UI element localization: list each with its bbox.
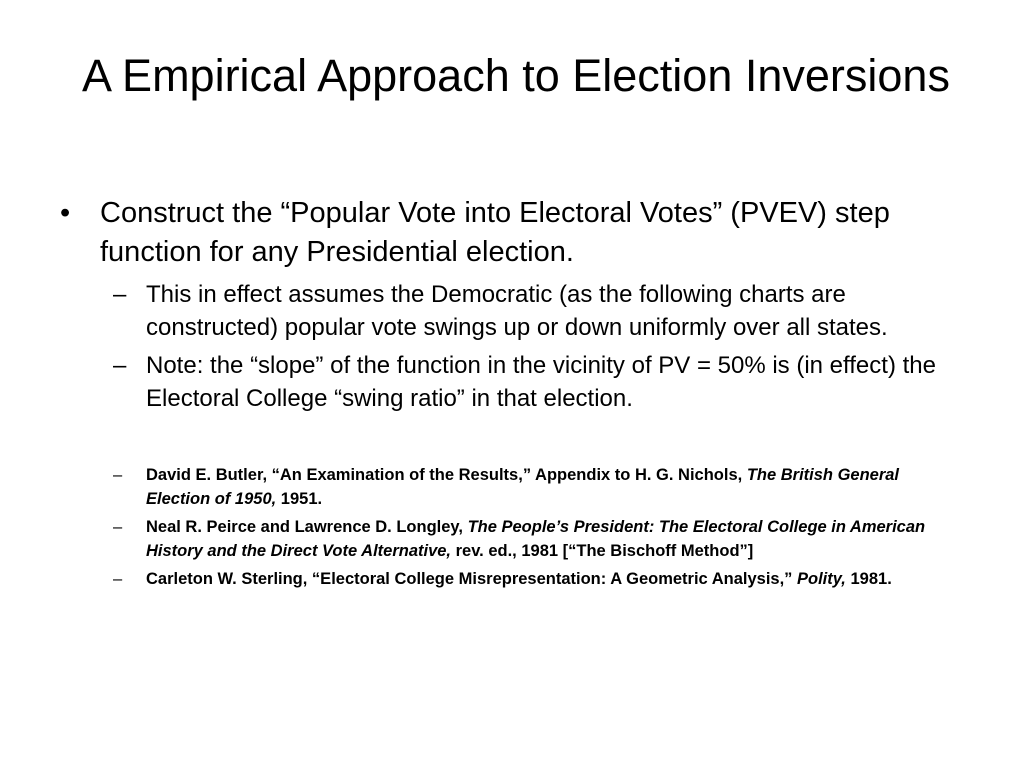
dash-marker: – [113, 281, 127, 308]
dash-marker: – [113, 518, 123, 536]
reference-author-title: David E. Butler, “An Examination of the Results,” Appendix to H. G. Nichols, [146, 466, 747, 484]
reference-text [146, 518, 925, 560]
reference-item [56, 515, 981, 563]
reference-date: 1951. [276, 490, 323, 508]
reference-author-title: Carleton W. Sterling, “Electoral College Misrepresentation: A Geometric Analysis,” [146, 570, 797, 588]
slide-body [56, 194, 981, 595]
bullet-marker: • [60, 197, 71, 229]
subbullet-text: Note: the “slope” of the function in the vicinity of PV = 50% is (in effect) the Electoral College “swing ratio” in that election. [146, 352, 936, 412]
subbullet-item [56, 278, 981, 344]
slide-title: A Empirical Approach to Election Inversions [82, 50, 950, 101]
reference-author-title: Neal R. Peirce and Lawrence D. Longley, [146, 518, 468, 536]
reference-italic-title: Polity, [797, 570, 846, 588]
bullet-text: Construct the “Popular Vote into Electoral Votes” (PVEV) step function for any Presidential election. [100, 197, 890, 268]
dash-marker: – [113, 570, 123, 588]
reference-date: rev. ed., 1981 [“The Bischoff Method”] [451, 542, 754, 560]
subbullet-text: This in effect assumes the Democratic (as the following charts are constructed) popular vote swings up or down uniformly over all states. [146, 281, 888, 341]
reference-date: 1981. [845, 570, 892, 588]
reference-item [56, 567, 981, 591]
subbullet-item [56, 349, 981, 415]
bullet-item [56, 194, 981, 272]
reference-text [146, 466, 899, 508]
dash-marker: – [113, 466, 123, 484]
dash-marker: – [113, 352, 127, 379]
reference-item [56, 463, 981, 511]
reference-italic-title: The People’s President: The Electoral College in American History and the Direct Vote Alternative, [146, 518, 926, 560]
reference-text [146, 570, 892, 588]
spacer [56, 420, 981, 463]
reference-italic-title: The British General Election of 1950, [146, 466, 900, 508]
